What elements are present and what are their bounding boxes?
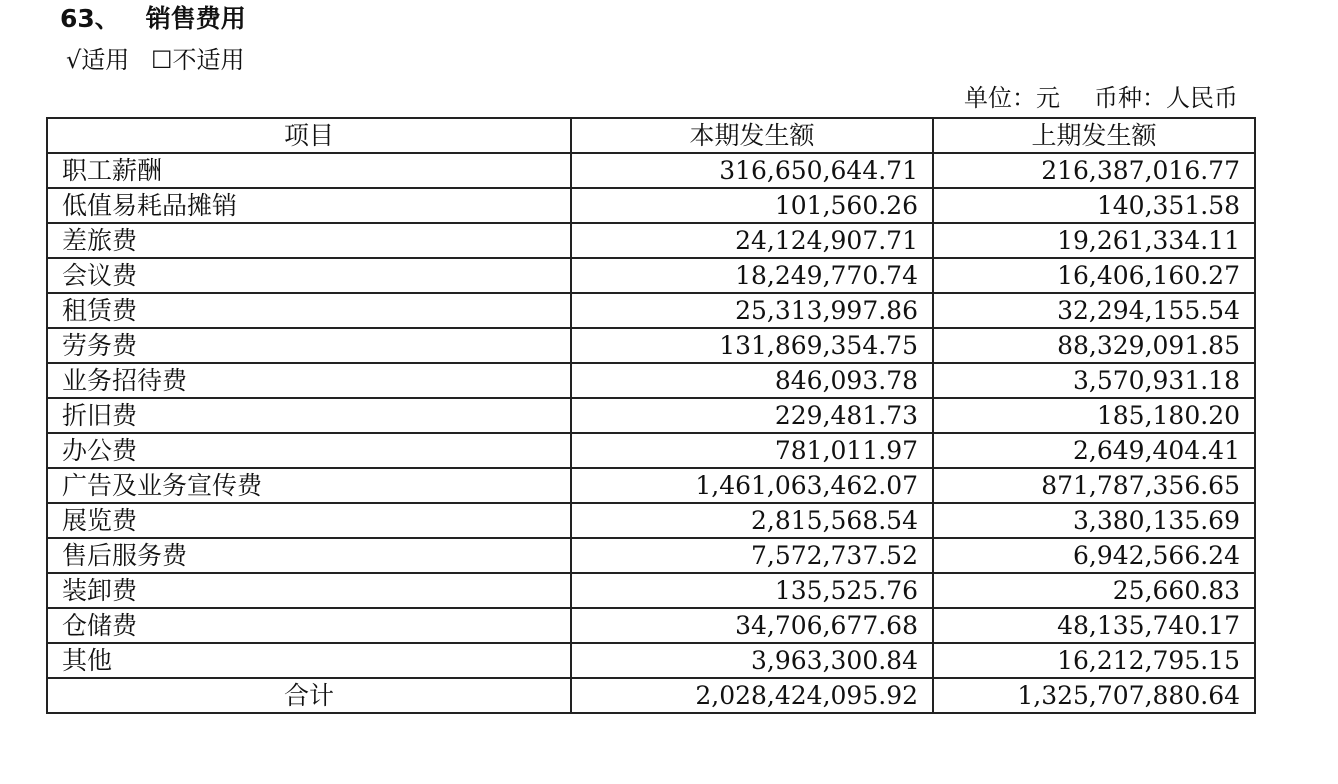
applicable-check-mark: √	[66, 46, 82, 74]
row-prior: 19,261,334.11	[933, 223, 1255, 258]
table-row	[47, 398, 1255, 433]
row-current: 34,706,677.68	[571, 608, 933, 643]
section-number: 63、	[60, 4, 120, 33]
table-row	[47, 538, 1255, 573]
row-current: 18,249,770.74	[571, 258, 933, 293]
unit-currency-note	[964, 80, 1238, 116]
currency-text: 币种：人民币	[1094, 84, 1238, 112]
row-item: 广告及业务宣传费	[47, 468, 571, 503]
row-item: 业务招待费	[47, 363, 571, 398]
header-item: 项目	[47, 118, 571, 153]
row-item: 会议费	[47, 258, 571, 293]
row-item: 展览费	[47, 503, 571, 538]
row-current: 2,815,568.54	[571, 503, 933, 538]
selling-expenses-table	[46, 117, 1256, 714]
total-label: 合计	[47, 678, 571, 713]
row-item: 低值易耗品摊销	[47, 188, 571, 223]
table-row	[47, 153, 1255, 188]
row-prior: 88,329,091.85	[933, 328, 1255, 363]
table-row	[47, 188, 1255, 223]
row-prior: 3,380,135.69	[933, 503, 1255, 538]
row-prior: 3,570,931.18	[933, 363, 1255, 398]
row-item: 仓储费	[47, 608, 571, 643]
row-item: 劳务费	[47, 328, 571, 363]
table-total-row	[47, 678, 1255, 713]
row-item: 差旅费	[47, 223, 571, 258]
table-row	[47, 573, 1255, 608]
header-prior-period: 上期发生额	[933, 118, 1255, 153]
table-row	[47, 608, 1255, 643]
row-item: 租赁费	[47, 293, 571, 328]
row-current: 25,313,997.86	[571, 293, 933, 328]
row-current: 846,093.78	[571, 363, 933, 398]
row-current: 1,461,063,462.07	[571, 468, 933, 503]
row-prior: 216,387,016.77	[933, 153, 1255, 188]
row-prior: 140,351.58	[933, 188, 1255, 223]
row-prior: 48,135,740.17	[933, 608, 1255, 643]
not-applicable-label: 不适用	[172, 46, 245, 74]
row-current: 131,869,354.75	[571, 328, 933, 363]
row-current: 24,124,907.71	[571, 223, 933, 258]
row-item: 办公费	[47, 433, 571, 468]
total-prior: 1,325,707,880.64	[933, 678, 1255, 713]
total-current: 2,028,424,095.92	[571, 678, 933, 713]
table-row	[47, 258, 1255, 293]
table-row	[47, 433, 1255, 468]
not-applicable-box-icon: ☐	[150, 46, 173, 74]
row-item: 装卸费	[47, 573, 571, 608]
applicability-options	[66, 42, 244, 78]
table-row	[47, 363, 1255, 398]
row-item: 其他	[47, 643, 571, 678]
section-heading	[60, 2, 246, 36]
row-current: 7,572,737.52	[571, 538, 933, 573]
row-prior: 871,787,356.65	[933, 468, 1255, 503]
table-header-row	[47, 118, 1255, 153]
row-current: 316,650,644.71	[571, 153, 933, 188]
row-item: 售后服务费	[47, 538, 571, 573]
header-current-period: 本期发生额	[571, 118, 933, 153]
table-row	[47, 223, 1255, 258]
table-row	[47, 293, 1255, 328]
table-row	[47, 643, 1255, 678]
row-current: 229,481.73	[571, 398, 933, 433]
row-current: 135,525.76	[571, 573, 933, 608]
section-title: 销售费用	[145, 4, 246, 33]
row-prior: 16,406,160.27	[933, 258, 1255, 293]
row-prior: 16,212,795.15	[933, 643, 1255, 678]
row-item: 折旧费	[47, 398, 571, 433]
row-current: 101,560.26	[571, 188, 933, 223]
applicable-label: 适用	[81, 46, 130, 74]
table-row	[47, 468, 1255, 503]
row-prior: 32,294,155.54	[933, 293, 1255, 328]
table-row	[47, 503, 1255, 538]
row-prior: 185,180.20	[933, 398, 1255, 433]
row-current: 3,963,300.84	[571, 643, 933, 678]
table-row	[47, 328, 1255, 363]
row-prior: 2,649,404.41	[933, 433, 1255, 468]
row-prior: 6,942,566.24	[933, 538, 1255, 573]
row-item: 职工薪酬	[47, 153, 571, 188]
row-prior: 25,660.83	[933, 573, 1255, 608]
unit-text: 单位：元	[964, 84, 1060, 112]
row-current: 781,011.97	[571, 433, 933, 468]
